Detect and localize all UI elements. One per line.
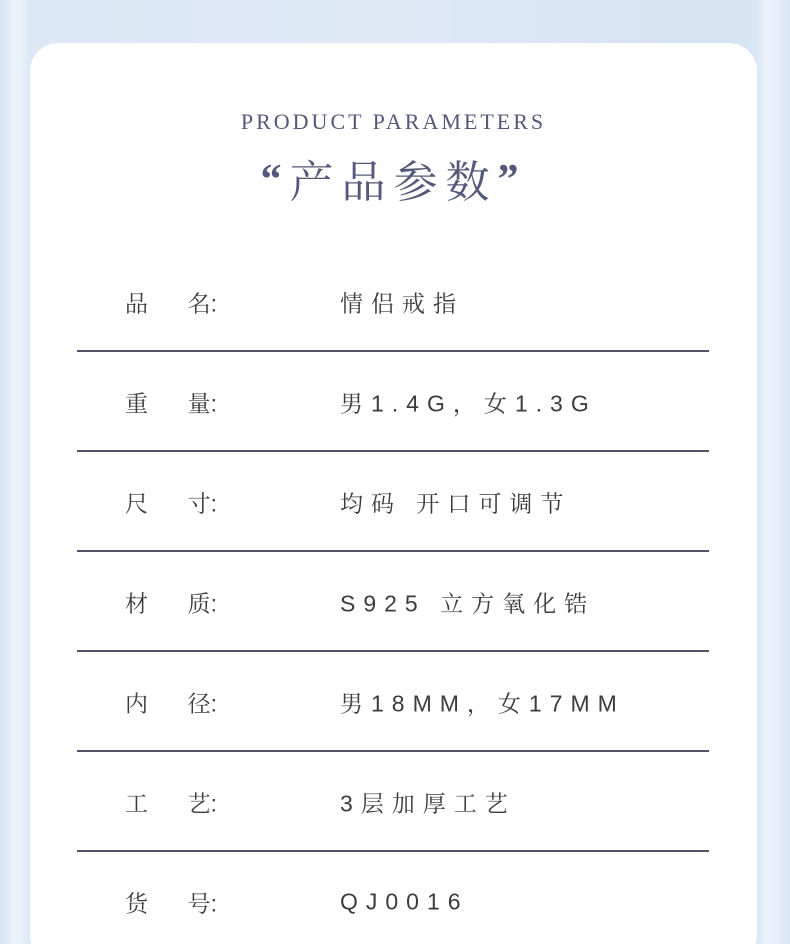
open-quote: “ — [260, 157, 290, 203]
spec-label-material — [125, 586, 217, 619]
spec-label-text: 径: — [187, 690, 217, 717]
spec-label-weight — [125, 386, 217, 419]
section-title-cn-text: 产品参数 — [289, 158, 498, 207]
spec-label-size — [125, 486, 217, 519]
spec-label-text: 内 — [125, 690, 148, 717]
spec-label-text: 尺 — [125, 490, 148, 517]
spec-label-text: 艺: — [187, 790, 217, 817]
section-title-cn — [30, 146, 757, 210]
product-parameters-card — [30, 43, 757, 944]
spec-label-inner-diameter — [125, 686, 217, 719]
close-quote: ” — [497, 157, 527, 203]
spec-row-product-name — [30, 252, 757, 352]
spec-label-item-number — [125, 886, 217, 919]
spec-row-craft — [30, 752, 757, 852]
spec-row-weight — [30, 352, 757, 452]
spec-label-text: 重 — [125, 390, 148, 417]
spec-label-craft — [125, 786, 217, 819]
spec-row-item-number — [30, 852, 757, 944]
spec-value-size: 均码 开口可调节 — [340, 490, 572, 517]
spec-row-inner-diameter — [30, 652, 757, 752]
spec-value-item-number: QJ0016 — [340, 888, 469, 915]
spec-value-weight: 男1.4G，女1.3G — [340, 390, 597, 417]
spec-label-text: 材 — [125, 590, 148, 617]
spec-row-material — [30, 552, 757, 652]
spec-value-craft: 3层加厚工艺 — [340, 790, 516, 817]
spec-label-product-name — [125, 286, 217, 319]
spec-label-text: 工 — [125, 790, 148, 817]
spec-table — [30, 252, 757, 944]
spec-value-material: S925 立方氧化锆 — [340, 590, 596, 617]
spec-label-text: 品 — [125, 290, 148, 317]
spec-value-inner-diameter: 男18MM，女17MM — [340, 690, 625, 717]
spec-label-text: 量: — [187, 390, 217, 417]
section-title-en: PRODUCT PARAMETERS — [240, 109, 547, 134]
spec-label-text: 寸: — [187, 490, 217, 517]
spec-value-product-name: 情侣戒指 — [340, 290, 464, 317]
spec-label-text: 货 — [125, 890, 148, 917]
spec-label-text: 质: — [187, 590, 217, 617]
spec-label-text: 号: — [187, 890, 217, 917]
spec-row-size — [30, 452, 757, 552]
spec-label-text: 名: — [187, 290, 217, 317]
